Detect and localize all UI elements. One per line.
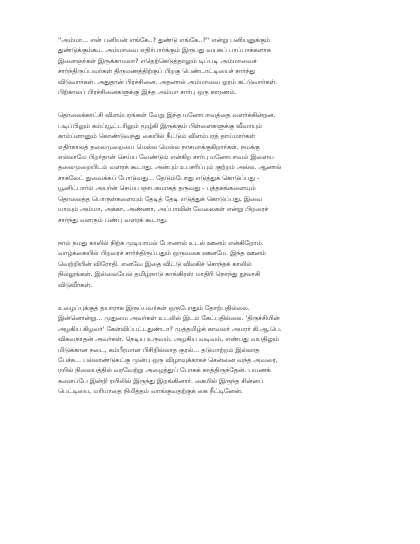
text-line: மிடுக்கான நடை, கம்பீரமான பிசிறில்லாத குரல்... தடுமாற்றம் இல்லாத xyxy=(58,346,260,354)
text-line: நாம் நமது காலில் நிற்க முடியாமல் போனால் உடல் ஊனம் என்கிறோம். xyxy=(58,239,264,247)
text-line: வாழ்க்கையில் பிறரைச் சார்ந்திருப்பதும் ஒருவகை ஊனமே. இந்த ஊனம் xyxy=(58,250,266,258)
text-line: அழகிய கிழவர்' கேள்விப்பட்டதுண்டா? முத்தமிழ்க் காவலர் அமரர் கி.ஆ.பெ. xyxy=(58,325,282,333)
text-line: காம்ப்ளானும் கொண்டுவந்து கையில் நீட்டும் விளம்பரத் தாய்மார்கள் xyxy=(58,133,256,141)
text-line: இன்னொன்று... முதுமை அவர்கள் உடலில் இடம் கேட்பதில்லை. 'திருச்சியின் xyxy=(58,315,280,323)
text-line: வெற்றியின் விரோதி. எனவே இதை விட்டு விலகிச் சொந்தக் காலில் xyxy=(58,260,252,268)
paragraph xyxy=(58,111,362,225)
paragraph xyxy=(58,304,362,398)
text-line: சார்ந்திருப்பவர்கள் திருமணத்திற்குப் பிறகு பெண்டாட்டியைச் சார்ந்து xyxy=(58,68,256,76)
text-line: நில்லுங்கள். இல்லையேல் தமிழ்நாடு காங்கிரஸ் மாதிரி நொந்து நூலாகி xyxy=(58,271,261,279)
paragraph xyxy=(58,36,362,98)
text-line: பெட்டியை, மரியாதை நிமித்தம் வாங்குவதற்குக் கை நீட்டினேன். xyxy=(58,388,243,396)
text-line: விடுவார்கள். அதுதான் பிரச்சினை. அதனால் அம்மாவை ஓரம் கட்டுவார்கள். xyxy=(58,78,278,86)
text-line: இளைஞர்கள் இருக்காமலா? எதெற்கெடுத்தாலும் டிப்படி அம்மாவைச் xyxy=(58,57,257,65)
text-line: படிப்பிலும் கம்ப்யூட்டரிலும் மூழ்கி இருக்கும் பிள்ளைகளுக்கு வீவாயும் xyxy=(58,122,263,130)
text-line: சாக்லேட் துவைக்கப் போடுவது... தேடும்போது எடுத்துக் கொடுப்பது - xyxy=(58,174,260,182)
text-line: யூனிட்பார்ம் அயர்ன் செய்ய ஞாபகமாகத் தருவது - புத்தகங்களையும் xyxy=(58,185,256,193)
text-line: உழைப்புக்குத் தயாராக இருப்பவர்கள் ஒருபோதும் தோற்பதில்லை. xyxy=(58,304,250,312)
text-line: ''அம்மா... என் பனியன் எங்கே..? துண்டு எங்கே..?'' என்று பனியனுக்கும் xyxy=(58,37,271,44)
text-line: துண்டுக்கும்கூட அம்மாவை எதிர்பார்க்கும் இருபது வயசுப் பாப்பாக்களாக xyxy=(58,47,271,55)
text-line: எல்லாமே பிறர்தான் செய்ய வேண்டும் என்கிற சார்பு மனோபாவம் இளைய xyxy=(58,154,274,162)
paragraph xyxy=(58,239,362,291)
text-line: பேச்சு... பல்லாண்டுகட்கு முன்பு ஒரு விழாவுக்காகச் சென்னை வந்த அவரை, xyxy=(58,356,278,364)
text-line: யாவும் அம்மா, அக்கா, அண்ணா, அப்பாவின் வேலைகள் என்று பிறரைச் xyxy=(58,206,269,214)
text-line: களைப்பே இன்றி ரயிலில் இருந்து இறங்கினார். கையில் இருந்த சின்னப் xyxy=(58,377,264,385)
text-line: தலைமுறையிடம் வளரக் கூடாது. அன்பும் உபசரிப்பும் குற்றம் அல்ல. ஆனால் xyxy=(58,164,282,172)
text-line: விசுவநாதன் அவர்கள். நெடிய உருவம், அழகிய வடிவம், எண்பது வயதிலும் xyxy=(58,336,280,344)
text-line: தொலைத்த பொருள்களையும் தேடித் தேடி எடுத்துக் கொடுப்பது, இவை xyxy=(58,195,263,203)
text-line: எதிர்காலத் தலைமுறையை மெல்ல மெல்ல நாசமாக்குகிறார்கள். நமக்கு xyxy=(58,143,260,151)
text-line: ரயில் நிலையத்தில் வரவேற்று அழைத்துப் போகக் காத்திருந்தேன். பயணக் xyxy=(58,367,271,375)
text-line: சார்ந்து வளரும் பண்பு வளரக் கூடாது. xyxy=(58,216,168,224)
text-line: பிற்காலப் பிரச்சினைகளுக்கு இந்த அம்மா சார்பு ஒரு காரணம். xyxy=(58,89,237,97)
text-line: விடுவீர்கள். xyxy=(58,281,93,289)
text-line: தொலைக்காட்சி விளம்பரங்கள் வேறு இந்த மனோபாவத்தை வளர்க்கின்றன. xyxy=(58,112,276,120)
